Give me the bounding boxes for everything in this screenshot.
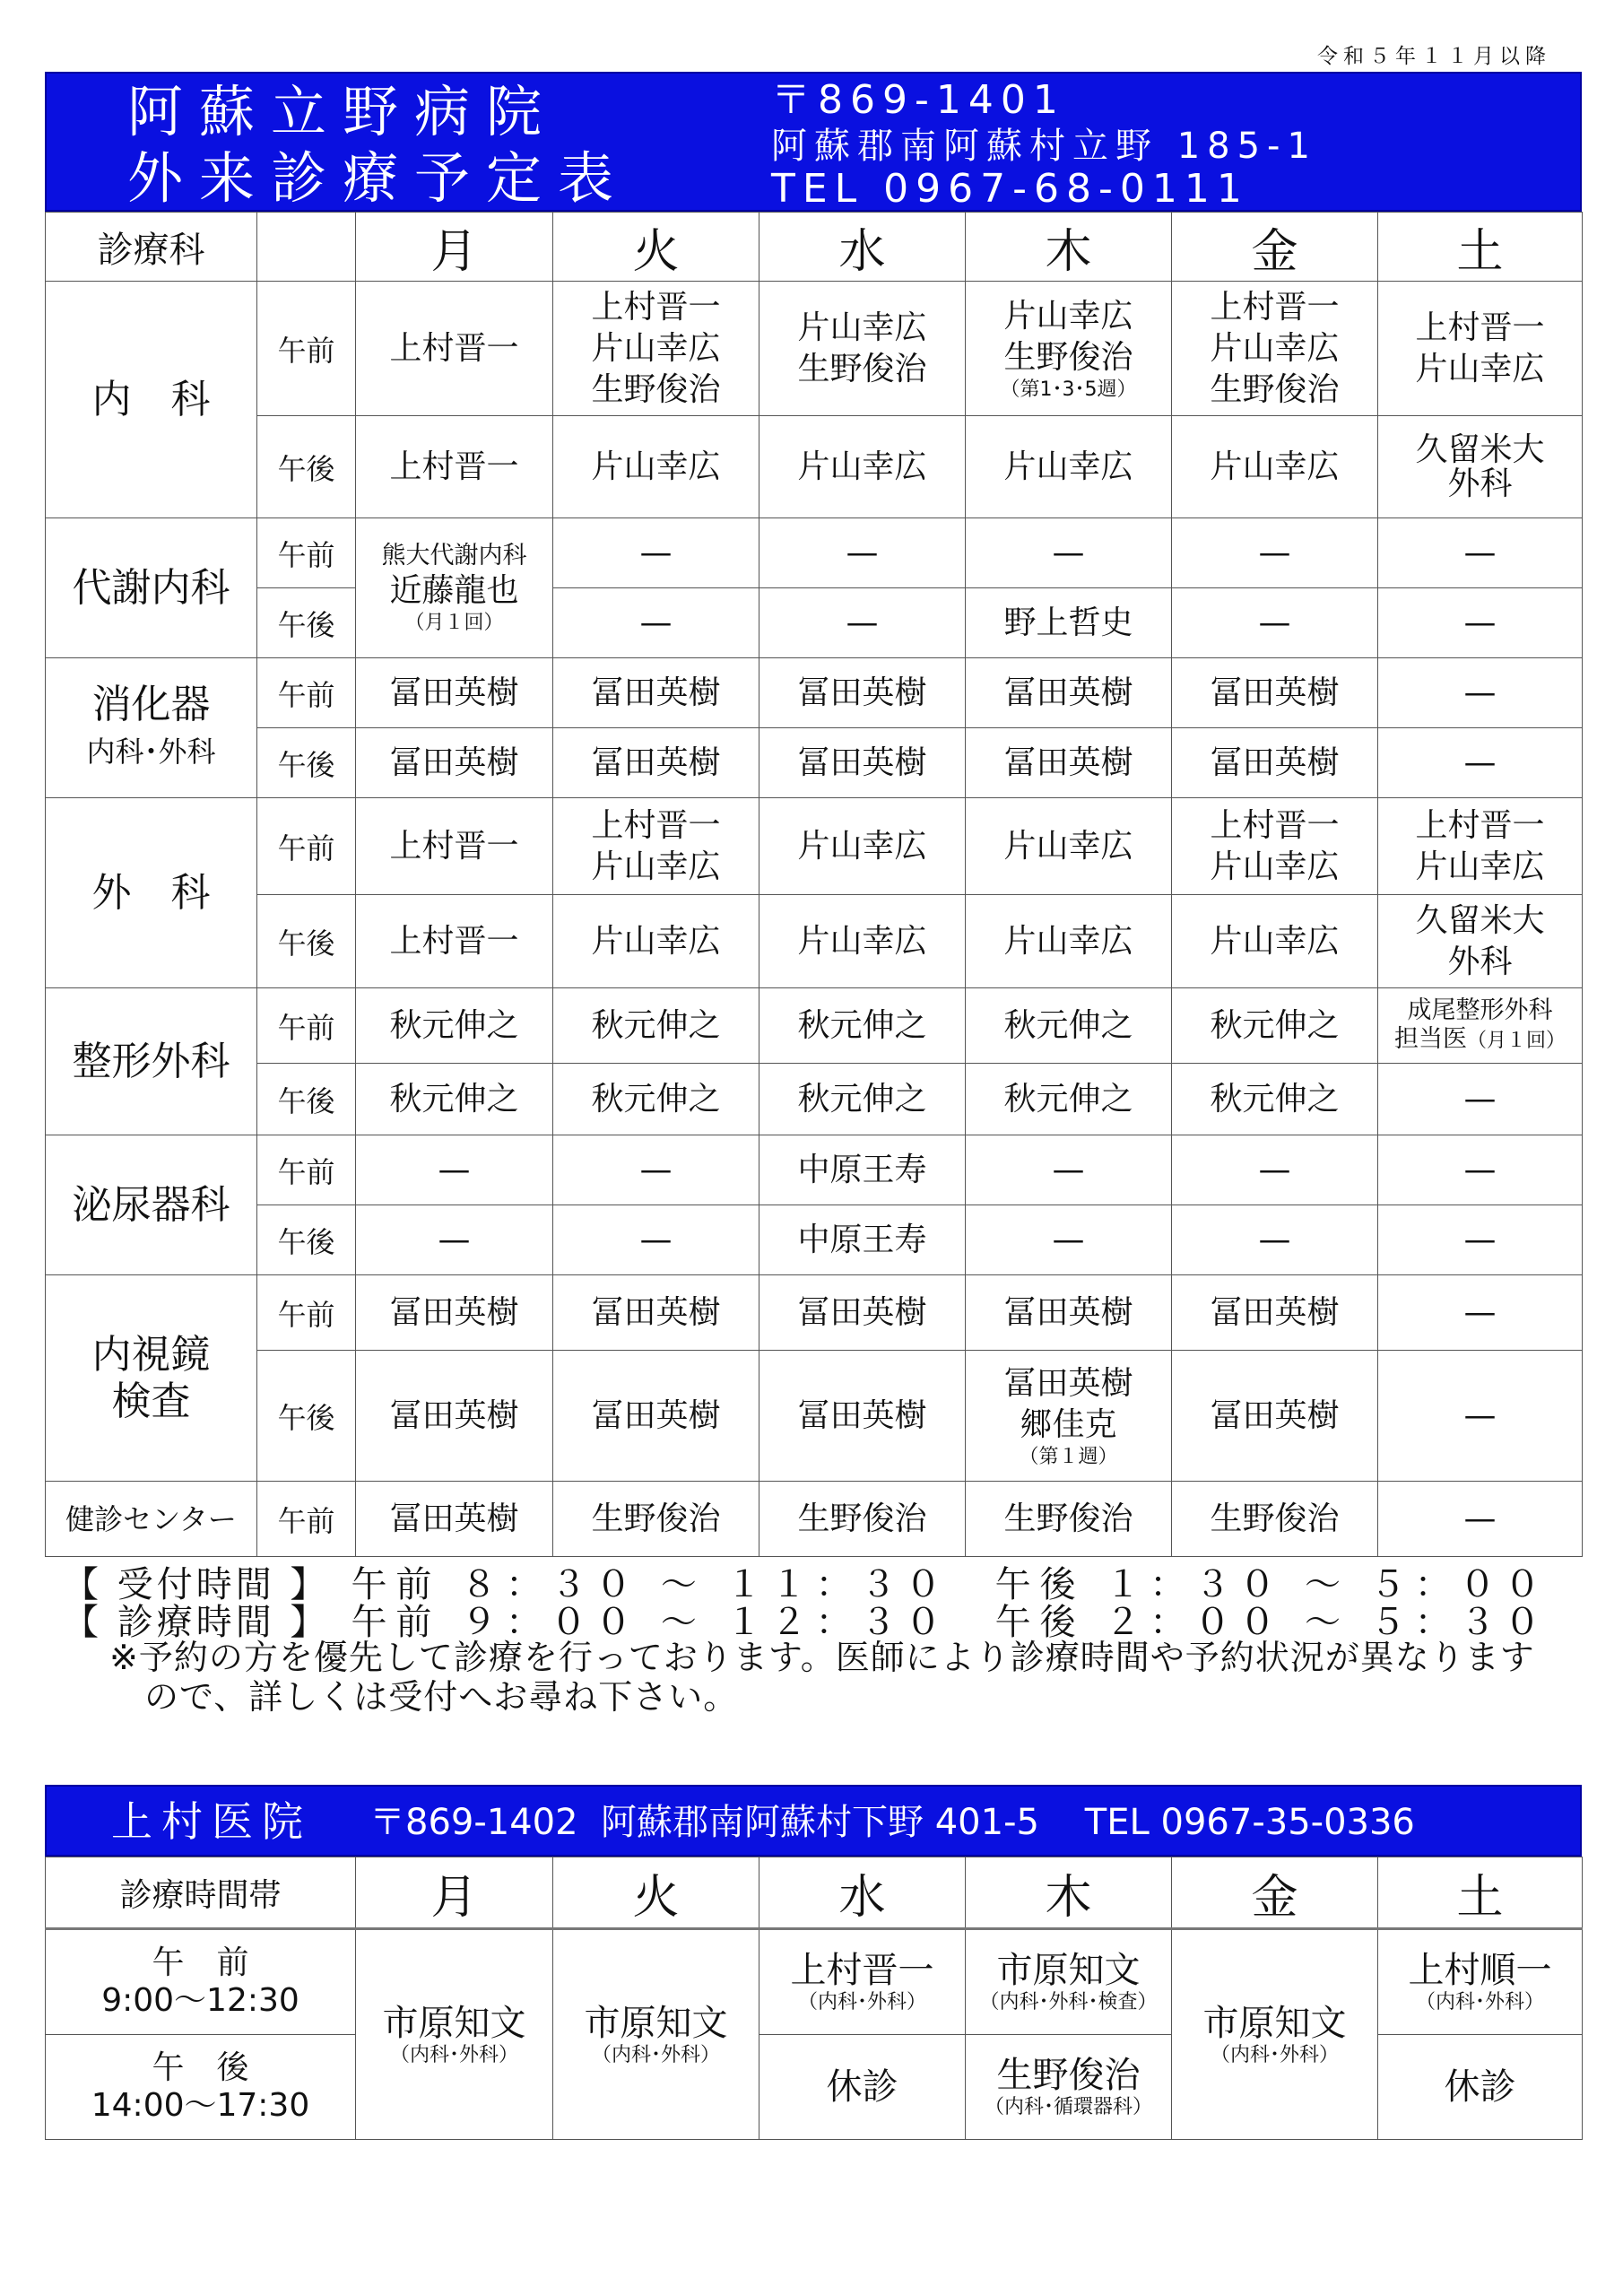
cell: 秋元伸之 [966, 988, 1172, 1064]
cell: 中原王寿 [759, 1135, 966, 1205]
cell-note: （内科･外科） [1415, 1991, 1544, 2013]
clinic-schedule-table [45, 1857, 1583, 2140]
cell: — [1172, 1135, 1378, 1205]
slot-am: 午前 [257, 798, 356, 895]
cell: 上村晋一 [356, 895, 553, 988]
cell: — [966, 1205, 1172, 1275]
cell-text: 上村順一 [1408, 1950, 1552, 1991]
day-header-fri: 金 [1172, 1857, 1378, 1929]
cell-affiliation: 熊大代謝内科 [381, 541, 527, 570]
table-row [46, 1064, 1583, 1135]
cell: 上村晋一 [356, 282, 553, 416]
cell [553, 1929, 759, 2140]
cell: — [553, 1135, 759, 1205]
cell: — [1378, 1135, 1583, 1205]
table-row [46, 658, 1583, 728]
cell: — [1172, 588, 1378, 658]
cell-text: 片山幸広 生野俊治 [1003, 297, 1133, 376]
table-header-row [46, 213, 1583, 282]
cell-note: （第１週） [1019, 1445, 1118, 1468]
cell: 生野俊治 [759, 1482, 966, 1557]
slot-pm: 午後 [257, 416, 356, 518]
cell: 秋元伸之 [356, 988, 553, 1064]
cell [1378, 1929, 1583, 2035]
cell-text: 冨田英樹 郷佳克 [1003, 1364, 1133, 1443]
day-header-mon: 月 [356, 1857, 553, 1929]
cell [759, 1929, 966, 2035]
cell: 冨田英樹 [356, 658, 553, 728]
slot-label: 午 前 [152, 1944, 249, 1981]
cell: — [1172, 1205, 1378, 1275]
cell: — [1378, 1275, 1583, 1351]
cell: 冨田英樹 [1172, 658, 1378, 728]
day-header-tue: 火 [553, 1857, 759, 1929]
cell [966, 1351, 1172, 1482]
slot-pm: 午後 [257, 728, 356, 798]
cell: 冨田英樹 [553, 658, 759, 728]
reception-label: 【 受付時間 】 [63, 1564, 312, 1605]
day-header-sat: 土 [1378, 213, 1583, 282]
cell: 冨田英樹 [553, 1351, 759, 1482]
cell: — [1378, 1482, 1583, 1557]
cell: 片山幸広 [966, 798, 1172, 895]
cell: — [1378, 518, 1583, 588]
cell: — [1378, 1205, 1583, 1275]
slot-column-header [257, 213, 356, 282]
cell: 片山幸広 [966, 895, 1172, 988]
cell: 冨田英樹 [356, 728, 553, 798]
cell: 秋元伸之 [553, 988, 759, 1064]
slot-pm: 午後 [257, 1064, 356, 1135]
cell: — [356, 1135, 553, 1205]
cell: 冨田英樹 [1172, 1275, 1378, 1351]
effective-date: 令和５年１１月以降 [1317, 45, 1551, 68]
slot-am: 午前 [257, 518, 356, 588]
cell-note: （内科･外科･検査） [979, 1991, 1158, 2013]
slot-am: 午前 [257, 658, 356, 728]
cell-text [1378, 1025, 1582, 1056]
hospital-postal-code: 〒869-1401 [771, 77, 1065, 123]
slot-am: 午前 [257, 1275, 356, 1351]
cell: 上村晋一 片山幸広 生野俊治 [1172, 282, 1378, 416]
cell: 片山幸広 [1172, 895, 1378, 988]
cell-note: （内科･外科） [591, 2043, 720, 2066]
slot-am: 午前 [257, 988, 356, 1064]
cell: 片山幸広 [759, 798, 966, 895]
cell: — [553, 1205, 759, 1275]
hospital-phone: TEL 0967-68-0111 [771, 166, 1249, 212]
cell-text: 生野俊治 [996, 2055, 1141, 2096]
cell: 片山幸広 [1172, 416, 1378, 518]
cell: 野上哲史 [966, 588, 1172, 658]
dept-sub: 内科･外科 [86, 734, 216, 769]
slot-am: 午前 [257, 1482, 356, 1557]
cell: 上村晋一 片山幸広 [553, 798, 759, 895]
table-row [46, 1929, 1583, 2035]
day-header-fri: 金 [1172, 213, 1378, 282]
table-row [46, 988, 1583, 1064]
reception-times: 午前 ８：３０ ～ １１：３０ 午後 １：３０ ～ ５：００ [351, 1564, 1549, 1605]
slot-pm: 午後 [257, 588, 356, 658]
clinic-contact: 〒869-1402 阿蘇郡南阿蘇村下野 401-5 TEL 0967-35-0336 [369, 1802, 1415, 1843]
cell: — [1378, 658, 1583, 728]
cell: 片山幸広 [759, 416, 966, 518]
cell: 冨田英樹 [759, 728, 966, 798]
cell: 上村晋一 [356, 416, 553, 518]
dept-metabolic-medicine: 代謝内科 [46, 518, 257, 658]
cell-note: （内科･外科） [389, 2043, 518, 2066]
table-row [46, 728, 1583, 798]
day-header-wed: 水 [759, 213, 966, 282]
table-row [46, 1275, 1583, 1351]
cell [966, 282, 1172, 416]
cell-note: （月１回） [1466, 1029, 1566, 1052]
cell: 久留米大 外科 [1378, 895, 1583, 988]
day-header-tue: 火 [553, 213, 759, 282]
slot-time: 14:00～17:30 [91, 2087, 310, 2124]
table-row [46, 416, 1583, 518]
dept-column-header: 診療科 [46, 213, 257, 282]
cell: 休診 [1378, 2035, 1583, 2140]
clinic-name: 上村医院 [111, 1797, 312, 1846]
cell: — [1378, 1064, 1583, 1135]
table-row [46, 1482, 1583, 1557]
cell: 中原王寿 [759, 1205, 966, 1275]
slot-column-header: 診療時間帯 [46, 1857, 356, 1929]
table-header-row [46, 1857, 1583, 1929]
cell [966, 1929, 1172, 2035]
cell: 上村晋一 片山幸広 [1378, 282, 1583, 416]
slot-pm [46, 2035, 356, 2140]
dept-gastroenterology [46, 658, 257, 798]
dept-name: 消化器 [91, 681, 211, 727]
hospital-header [45, 72, 1582, 212]
cell: — [553, 518, 759, 588]
cell: 冨田英樹 [759, 1351, 966, 1482]
schedule-title: 外来診療予定表 [127, 145, 630, 211]
cell: 冨田英樹 [1172, 728, 1378, 798]
cell: 生野俊治 [1172, 1482, 1378, 1557]
cell: 秋元伸之 [1172, 1064, 1378, 1135]
table-row [46, 1351, 1583, 1482]
cell: — [1378, 1351, 1583, 1482]
consultation-hours [63, 1604, 1549, 1641]
cell: — [759, 588, 966, 658]
cell: 秋元伸之 [356, 1064, 553, 1135]
dept-endoscopy: 内視鏡 検査 [46, 1275, 257, 1482]
table-row [46, 1135, 1583, 1205]
cell [356, 1929, 553, 2140]
cell-text-role: 担当医 [1393, 1024, 1467, 1053]
dept-health-checkup: 健診センター [46, 1482, 257, 1557]
cell-text: 市原知文 [996, 1950, 1141, 1991]
reservation-remark: ※予約の方を優先して診療を行っております。医師により診療時間や予約状況が異なります ので、詳しくは受付へお尋ね下さい。 [109, 1638, 1535, 1717]
cell: 冨田英樹 [966, 728, 1172, 798]
cell: 片山幸広 [966, 416, 1172, 518]
cell: 久留米大 外科 [1378, 416, 1583, 518]
cell: — [1172, 518, 1378, 588]
cell [966, 2035, 1172, 2140]
cell-text: 成尾整形外科 [1407, 996, 1553, 1024]
dept-surgery: 外 科 [46, 798, 257, 988]
cell: 生野俊治 [966, 1482, 1172, 1557]
cell [356, 518, 553, 658]
cell-note: （月１回） [404, 611, 504, 634]
day-header-thu: 木 [966, 213, 1172, 282]
cell-text: 市原知文 [584, 2002, 728, 2044]
cell: 冨田英樹 [356, 1482, 553, 1557]
slot-pm: 午後 [257, 1351, 356, 1482]
cell: 冨田英樹 [966, 658, 1172, 728]
cell: 秋元伸之 [553, 1064, 759, 1135]
day-header-sat: 土 [1378, 1857, 1583, 1929]
outpatient-schedule-table [45, 212, 1583, 1557]
cell: 上村晋一 片山幸広 [1378, 798, 1583, 895]
slot-label: 午 後 [152, 2049, 249, 2086]
cell: 片山幸広 [759, 895, 966, 988]
slot-am: 午前 [257, 1135, 356, 1205]
cell: 上村晋一 [356, 798, 553, 895]
cell: 休診 [759, 2035, 966, 2140]
cell: 冨田英樹 [966, 1275, 1172, 1351]
cell: 冨田英樹 [1172, 1351, 1378, 1482]
table-row [46, 1205, 1583, 1275]
cell [1172, 1929, 1378, 2140]
cell: 上村晋一 片山幸広 [1172, 798, 1378, 895]
table-row [46, 798, 1583, 895]
cell: — [553, 588, 759, 658]
cell: — [1378, 728, 1583, 798]
slot-pm: 午後 [257, 895, 356, 988]
cell-text: 市原知文 [1202, 2002, 1347, 2044]
cell: 冨田英樹 [356, 1275, 553, 1351]
cell: 冨田英樹 [759, 658, 966, 728]
hospital-name: 阿蘇立野病院 [127, 79, 559, 144]
cell [1378, 988, 1583, 1064]
cell: 片山幸広 [553, 895, 759, 988]
consultation-times: 午前 ９：００ ～ １２：３０ 午後 ２：００ ～ ５：３０ [351, 1602, 1549, 1643]
day-header-mon: 月 [356, 213, 553, 282]
cell: — [966, 518, 1172, 588]
cell: 秋元伸之 [966, 1064, 1172, 1135]
consultation-label: 【 診療時間 】 [63, 1602, 312, 1643]
cell-note: （内科･循環器科） [984, 2096, 1152, 2118]
day-header-wed: 水 [759, 1857, 966, 1929]
cell-note: （内科･外科） [1210, 2043, 1339, 2066]
table-row [46, 282, 1583, 416]
cell: — [759, 518, 966, 588]
slot-pm: 午後 [257, 1205, 356, 1275]
table-row [46, 588, 1583, 658]
cell: 秋元伸之 [1172, 988, 1378, 1064]
cell: — [1378, 588, 1583, 658]
cell: 上村晋一 片山幸広 生野俊治 [553, 282, 759, 416]
reception-hours [63, 1566, 1549, 1604]
cell: 生野俊治 [553, 1482, 759, 1557]
cell: 秋元伸之 [759, 1064, 966, 1135]
cell: 冨田英樹 [553, 1275, 759, 1351]
cell: — [966, 1135, 1172, 1205]
table-row [46, 518, 1583, 588]
cell: 片山幸広 生野俊治 [759, 282, 966, 416]
table-row [46, 895, 1583, 988]
hospital-address: 阿蘇郡南阿蘇村立野 185-1 [771, 126, 1317, 167]
dept-internal-medicine: 内 科 [46, 282, 257, 518]
day-header-thu: 木 [966, 1857, 1172, 1929]
slot-time: 9:00～12:30 [101, 1982, 299, 2019]
cell: 冨田英樹 [356, 1351, 553, 1482]
clinic-header [45, 1785, 1582, 1857]
cell-note: （第1･3･5週） [1000, 378, 1137, 401]
dept-orthopedics: 整形外科 [46, 988, 257, 1135]
cell-note: （内科･外科） [797, 1991, 926, 2013]
cell: 秋元伸之 [759, 988, 966, 1064]
cell-text: 上村晋一 [790, 1950, 934, 1991]
dept-urology: 泌尿器科 [46, 1135, 257, 1275]
cell: 片山幸広 [553, 416, 759, 518]
slot-am: 午前 [257, 282, 356, 416]
cell: 冨田英樹 [759, 1275, 966, 1351]
cell: 冨田英樹 [553, 728, 759, 798]
cell: — [356, 1205, 553, 1275]
hours-section [63, 1566, 1549, 1641]
slot-am [46, 1929, 356, 2035]
cell-text: 近藤龍也 [389, 571, 519, 609]
cell-text: 市原知文 [382, 2002, 526, 2044]
